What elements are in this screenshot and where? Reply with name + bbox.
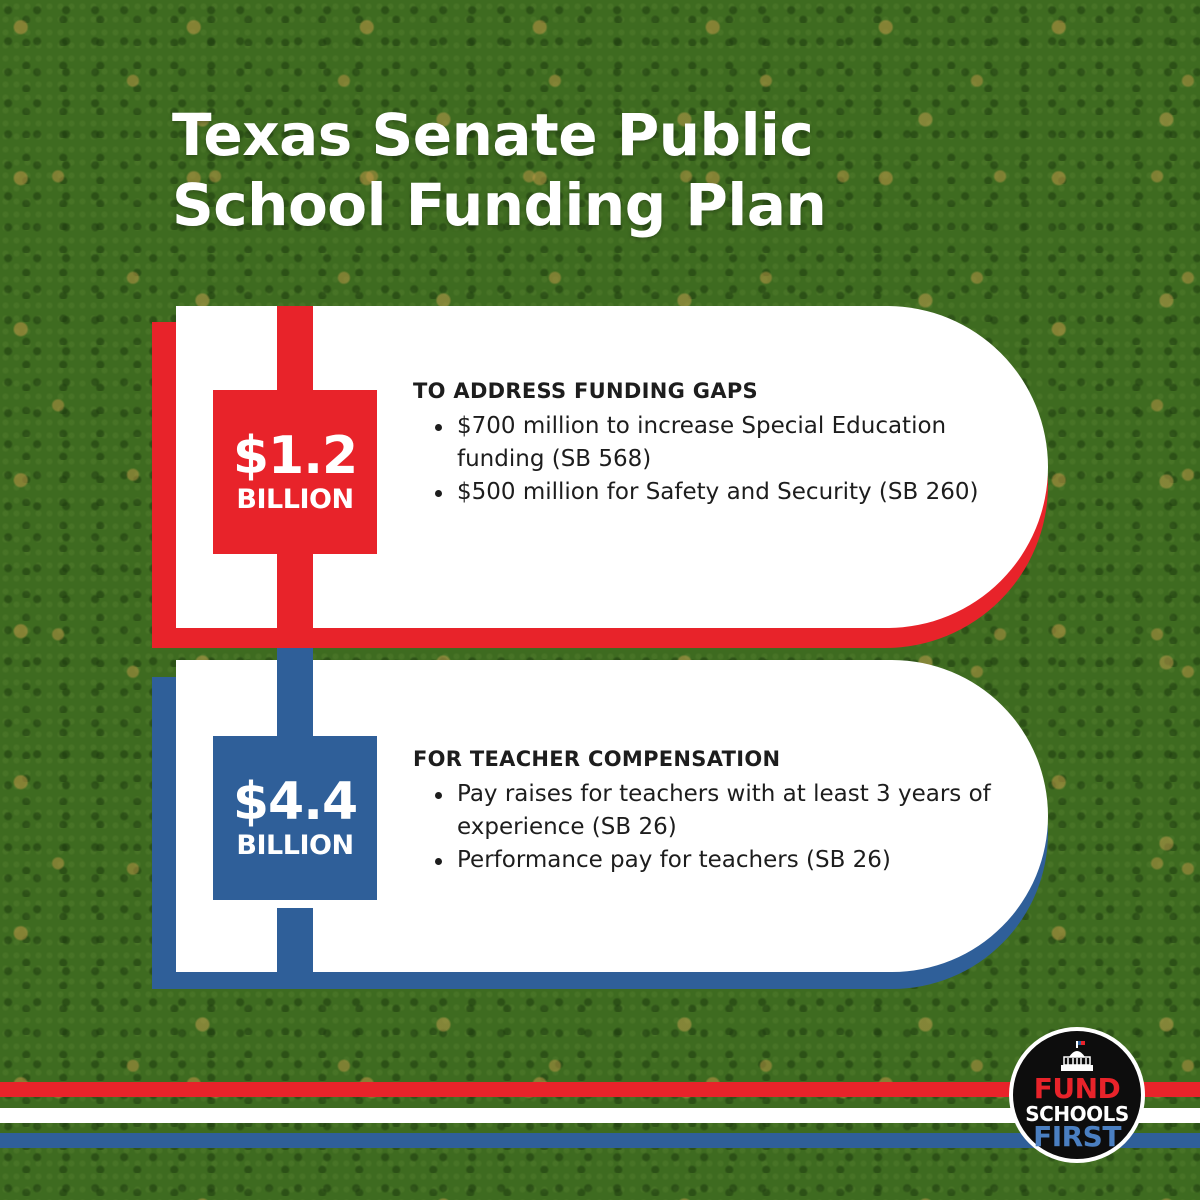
- teacher-compensation-content: [413, 744, 1013, 877]
- logo-text-schools: SCHOOLS: [1025, 1102, 1129, 1126]
- amount-unit: BILLION: [236, 484, 354, 515]
- connector-red-top: [277, 306, 313, 396]
- title-line-2: School Funding Plan: [172, 171, 827, 239]
- bullet-item: $700 million to increase Special Education funding (SB 568): [435, 410, 1013, 476]
- logo-text-fund: FUND: [1033, 1072, 1121, 1105]
- bullet-list: [413, 778, 1013, 877]
- bullet-item: Performance pay for teachers (SB 26): [435, 844, 1013, 877]
- bullet-list: [413, 410, 1013, 509]
- bullet-item: $500 million for Safety and Security (SB 260): [435, 476, 1013, 509]
- connector-red-bottom: [277, 553, 313, 660]
- amount-badge-teacher-compensation: [213, 736, 377, 900]
- amount-unit: BILLION: [236, 830, 354, 861]
- section-heading: FOR TEACHER COMPENSATION: [413, 747, 781, 771]
- amount-badge-funding-gaps: [213, 390, 377, 554]
- connector-blue-bottom: [277, 908, 313, 972]
- logo-text-first: FIRST: [1033, 1120, 1121, 1153]
- amount-value: $4.4: [232, 772, 358, 832]
- funding-gaps-content: [413, 376, 1013, 509]
- page-title: [172, 100, 1072, 240]
- connector-blue-top: [277, 648, 313, 738]
- title-line-1: Texas Senate Public: [172, 101, 814, 169]
- section-heading: TO ADDRESS FUNDING GAPS: [413, 379, 758, 403]
- bullet-item: Pay raises for teachers with at least 3 years of experience (SB 26): [435, 778, 1013, 844]
- amount-value: $1.2: [232, 426, 358, 486]
- fund-schools-first-logo: [1009, 1027, 1145, 1163]
